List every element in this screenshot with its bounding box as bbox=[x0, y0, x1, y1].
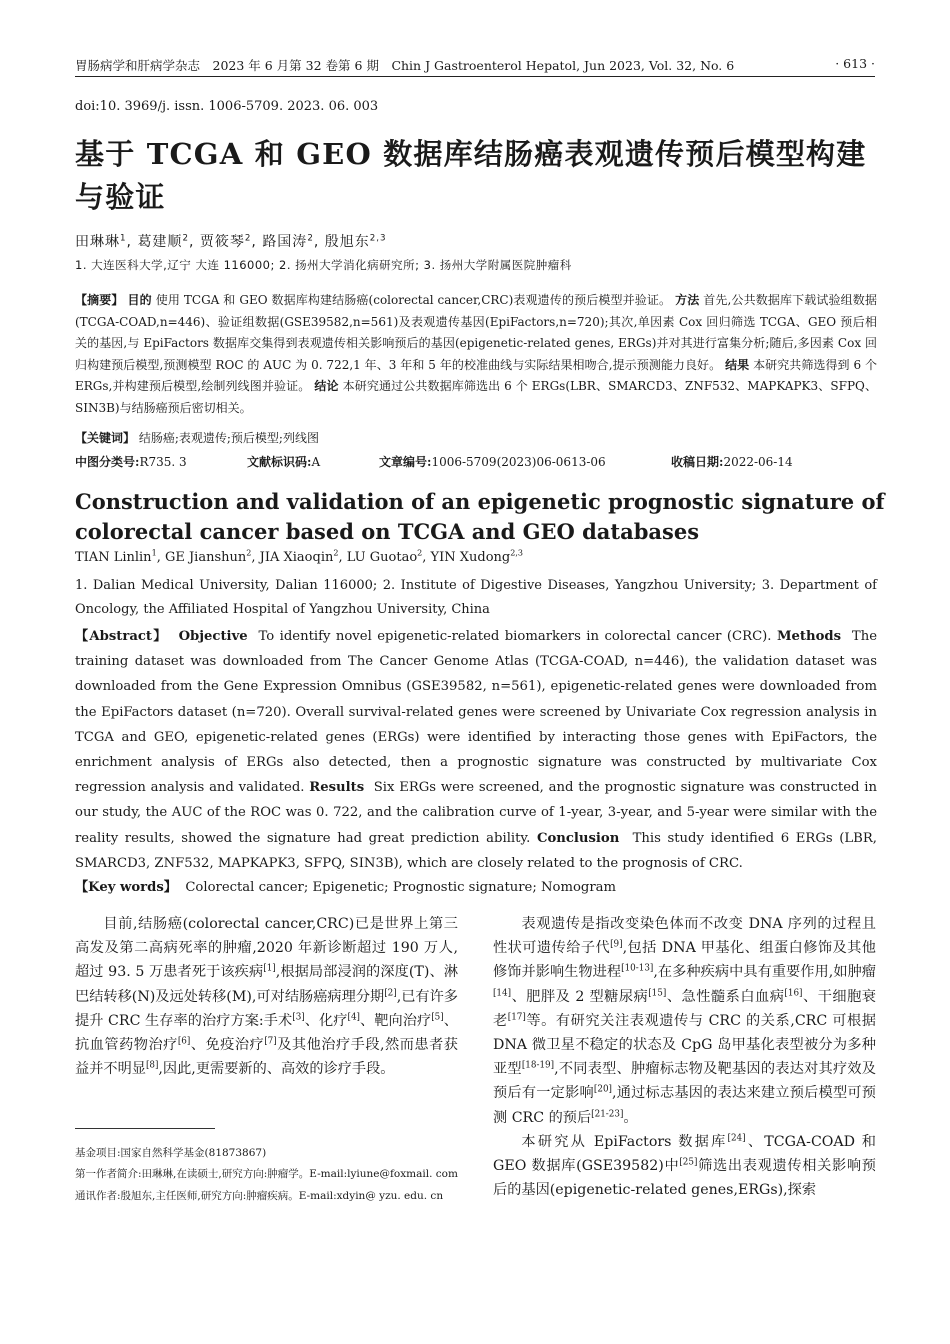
citation-ref[interactable]: [16] bbox=[784, 987, 803, 998]
methods-label: 方法 bbox=[675, 293, 700, 307]
citation-ref[interactable]: [9] bbox=[610, 939, 623, 950]
footnotes bbox=[75, 1144, 458, 1208]
author-name: 殷旭东 bbox=[324, 234, 370, 250]
citation-ref[interactable]: [17] bbox=[507, 1012, 526, 1023]
doc-code-value: A bbox=[311, 455, 321, 469]
author-name: 田琳琳 bbox=[75, 234, 120, 250]
footnote-divider bbox=[75, 1128, 215, 1129]
author-name: TIAN Linlin bbox=[75, 550, 152, 565]
citation-ref[interactable]: [7] bbox=[264, 1036, 277, 1047]
journal-info: 胃肠病学和肝病学杂志 2023 年 6 月第 32 卷第 6 期 Chin J Gastroenterol Hepatol, Jun 2023, Vol. 32, No. 6 bbox=[75, 58, 735, 73]
first-author-note: 第一作者简介:田琳琳,在读硕士,研究方向:肿瘤学。E-mail:lyiune@foxmail. com bbox=[75, 1168, 458, 1181]
citation-ref[interactable]: [10-13] bbox=[621, 963, 654, 974]
english-title: Construction and validation of an epigenetic prognostic signature of colorectal cancer based on TCGA and GEO databases bbox=[75, 489, 885, 544]
doi[interactable]: doi:10. 3969/j. issn. 1006-5709. 2023. 06. 003 bbox=[75, 99, 379, 114]
en-conclusion-text: This study identified 6 ERGs (LBR, SMARCD3, ZNF532, MAPKAPK3, SFPQ, SIN3B), which are closely related to the prognosis of CRC. bbox=[75, 830, 877, 871]
chinese-abstract bbox=[75, 290, 877, 420]
citation-ref[interactable]: [24] bbox=[727, 1133, 746, 1144]
author-affiliation-mark: 2,3 bbox=[510, 548, 524, 558]
author-name: 葛建顺 bbox=[137, 234, 183, 250]
objective-label: 目的 bbox=[127, 293, 152, 307]
received-value: 2022-06-14 bbox=[723, 455, 793, 469]
article-no-value: 1006-5709(2023)06-0613-06 bbox=[431, 455, 606, 469]
author-affiliation-mark: 2 bbox=[333, 548, 339, 558]
results-label: 结果 bbox=[725, 357, 750, 372]
en-methods-text: The training dataset was downloaded from The Cancer Genome Atlas (TCGA-COAD, n=446), the validation dataset was downloaded from the Gene Expression Omnibus (GSE39582, n=561), epigenetic-related genes were downloaded from the EpiFactors dataset (n=720). Overall survival-related genes were screened by Univariate Cox regression analysis in TCGA and GEO, epigenetic-related genes (ERGs) were identified by interacting those genes with EpiFactors, the enrichment analysis of ERGs also detected, then a prognostic signature was constructed by multivariate Cox regression analysis and validated. bbox=[75, 629, 878, 796]
en-keywords-text: Colorectal cancer; Epigenetic; Prognostic signature; Nomogram bbox=[185, 880, 617, 895]
en-keywords-label: 【Key words】 bbox=[75, 880, 177, 895]
keywords-label: 【关键词】 bbox=[75, 431, 136, 445]
chinese-authors: 田琳琳$^1$, 葛建顺$^2$, 贾筱琴$^2$, 路国涛$^2$, 殷旭东$^{2,3}$ bbox=[75, 233, 387, 250]
chinese-keywords bbox=[75, 428, 877, 450]
en-conclusion-label: Conclusion bbox=[536, 830, 620, 846]
en-methods-label: Methods bbox=[776, 629, 842, 644]
english-authors: TIAN Linlin$^1$, GE Jianshun$^2$, JIA Xiaoqin$^2$, LU Guotao$^2$, YIN Xudong$^{2,3}$ bbox=[75, 548, 524, 565]
body-right-column bbox=[493, 912, 876, 1202]
author-name: 路国涛 bbox=[262, 234, 308, 250]
english-affiliation: 1. Dalian Medical University, Dalian 116000; 2. Institute of Digestive Diseases, Yangzhou University; 3. Department of Oncology, the Affiliated Hospital of Yangzhou University, China bbox=[75, 578, 877, 617]
author-affiliation-mark: 2,3 bbox=[369, 233, 387, 244]
received-label: 收稿日期: bbox=[671, 455, 724, 469]
english-abstract bbox=[75, 624, 877, 876]
citation-ref[interactable]: [21-23] bbox=[591, 1108, 624, 1119]
en-results-label: Results bbox=[309, 780, 365, 796]
citation-ref[interactable]: [15] bbox=[648, 987, 667, 998]
author-affiliation-mark: 1 bbox=[120, 233, 127, 244]
results-text: 本研究共筛选得到 6 个 ERGs,并构建预后模型,绘制列线图并验证。 bbox=[75, 357, 877, 394]
doc-code-label: 文献标识码: bbox=[247, 455, 312, 469]
citation-ref[interactable]: [4] bbox=[347, 1012, 360, 1023]
en-results-text: Six ERGs were screened, and the prognostic signature was constructed in our study, the AUC of the ROC was 0. 722, and the calibration curve of 1-year, 3-year, and 5-year were similar with the reality results, showed the signature had great prediction ability. bbox=[75, 780, 877, 846]
author-affiliation-mark: 2 bbox=[246, 548, 252, 558]
chinese-title: 基于 TCGA 和 GEO 数据库结肠癌表观遗传预后模型构建与验证 bbox=[75, 137, 867, 214]
intro-paragraph-3: 本研究从 EpiFactors 数据库[24]、TCGA-COAD 和 GEO 数据库(GSE39582)中[25]筛选出表观遗传相关影响预后的基因(epigenetic-related genes,ERGs),探索 bbox=[493, 1133, 876, 1199]
clc-label: 中图分类号: bbox=[75, 455, 140, 469]
article-no-label: 文章编号: bbox=[379, 455, 432, 469]
citation-ref[interactable]: [8] bbox=[145, 1060, 159, 1071]
abstract-label: 【摘要】 bbox=[75, 293, 124, 307]
author-name: LU Guotao bbox=[346, 550, 418, 565]
citation-ref[interactable]: [2] bbox=[384, 987, 397, 998]
citation-ref[interactable]: [1] bbox=[263, 963, 276, 974]
running-header bbox=[75, 56, 875, 77]
chinese-affiliation: 1. 大连医科大学,辽宁 大连 116000; 2. 扬州大学消化病研究所; 3. 扬州大学附属医院肿瘤科 bbox=[75, 258, 572, 272]
author-affiliation-mark: 2 bbox=[417, 548, 423, 558]
citation-ref[interactable]: [6] bbox=[177, 1036, 191, 1047]
citation-ref[interactable]: [18-19] bbox=[521, 1060, 555, 1071]
en-objective-text: To identify novel epigenetic-related biomarkers in colorectal cancer (CRC). bbox=[258, 629, 772, 644]
objective-text: 使用 TCGA 和 GEO 数据库构建结肠癌(colorectal cancer,CRC)表观遗传的预后模型并验证。 bbox=[155, 293, 672, 307]
conclusion-label: 结论 bbox=[314, 379, 339, 394]
en-objective-label: Objective bbox=[178, 629, 248, 644]
intro-paragraph-1: 目前,结肠癌(colorectal cancer,CRC)已是世界上第三高发及第二高病死率的肿瘤,2020 年新诊断超过 190 万人,超过 93. 5 万患者死于该疾病[1],根据局部浸润的深度(T)、淋巴结转移(N)及远处转移(M),可对结肠癌病理分期[2],已有许多提升 CRC 生存率的治疗方案:手术[3]、化疗[4]、靶向治疗[5]、抗血管药物治疗[6]、免疫治疗[7]及其他治疗手段,然而患者获益并不明显[8],因此,更需要新的、高效的诊疗手段。 bbox=[75, 916, 459, 1078]
citation-ref[interactable]: [5] bbox=[431, 1012, 444, 1023]
author-affiliation-mark: 1 bbox=[151, 548, 157, 558]
keywords-text: 结肠癌;表观遗传;预后模型;列线图 bbox=[138, 431, 319, 445]
citation-ref[interactable]: [25] bbox=[679, 1157, 698, 1168]
clc-value: R735. 3 bbox=[139, 455, 187, 469]
author-affiliation-mark: 2 bbox=[244, 233, 252, 244]
fund-note: 基金项目:国家自然科学基金(81873867) bbox=[75, 1147, 267, 1159]
citation-ref[interactable]: [14] bbox=[493, 987, 512, 998]
author-name: YIN Xudong bbox=[430, 550, 511, 565]
author-affiliation-mark: 2 bbox=[182, 233, 189, 244]
conclusion-text: 本研究通过公共数据库筛选出 6 个 ERGs(LBR、SMARCD3、ZNF532、MAPKAPK3、SFPQ、SIN3B)与结肠癌预后密切相关。 bbox=[75, 379, 877, 415]
english-keywords bbox=[75, 876, 616, 895]
intro-paragraph-2: 表观遗传是指改变染色体而不改变 DNA 序列的过程且性状可遗传给子代[9],包括 DNA 甲基化、组蛋白修饰及其他修饰并影响生物进程[10-13],在多种疾病中具有重要作用,如肿瘤[14]、肥胖及 2 型糖尿病[15]、急性髓系白血病[16]、干细胞衰老[17]等。有研究关注表观遗传与 CRC 的关系,CRC 可根据 DNA 微卫星不稳定的状态及 CpG 岛甲基化表型被分为多种亚型[18-19],不同表型、肿瘤标志物及靶基因的表达对其疗效及预后有一定影响[20],通过标志基因的表达来建立预后模型可预测 CRC 的预后[21-23]。 bbox=[493, 916, 876, 1126]
en-abstract-label: 【Abstract】 bbox=[75, 629, 168, 644]
methods-text: 首先,公共数据库下载试验组数据(TCGA-COAD,n=446)、验证组数据(GSE39582,n=561)及表观遗传基因(EpiFactors,n=720);其次,单因素 Cox 回归筛选 TCGA、GEO 预后相关的基因,与 EpiFactors 数据库交集得到表观遗传相关影响预后的基因(epigenetic-related genes, ERGs)并对其进行富集分析;随后,多因素 Cox 回归构建预后模型,预测模型 ROC 的 AUC 为 0. 722,1 年、3 年和 5 年的校准曲线与实际结果相吻合,提示预测能力良好。 bbox=[75, 293, 877, 372]
page-number: · 613 · bbox=[835, 56, 875, 71]
author-affiliation-mark: 2 bbox=[307, 233, 314, 244]
author-name: 贾筱琴 bbox=[199, 234, 245, 250]
author-name: JIA Xiaoqin bbox=[259, 550, 334, 565]
citation-ref[interactable]: [3] bbox=[292, 1012, 305, 1023]
body-left-column bbox=[75, 912, 458, 1081]
citation-ref[interactable]: [20] bbox=[593, 1084, 612, 1095]
author-name: GE Jianshun bbox=[164, 550, 247, 565]
corresponding-author-note: 通讯作者:殷旭东,主任医师,研究方向:肿瘤疾病。E-mail:xdyin@ yzu. edu. cn bbox=[75, 1189, 444, 1202]
